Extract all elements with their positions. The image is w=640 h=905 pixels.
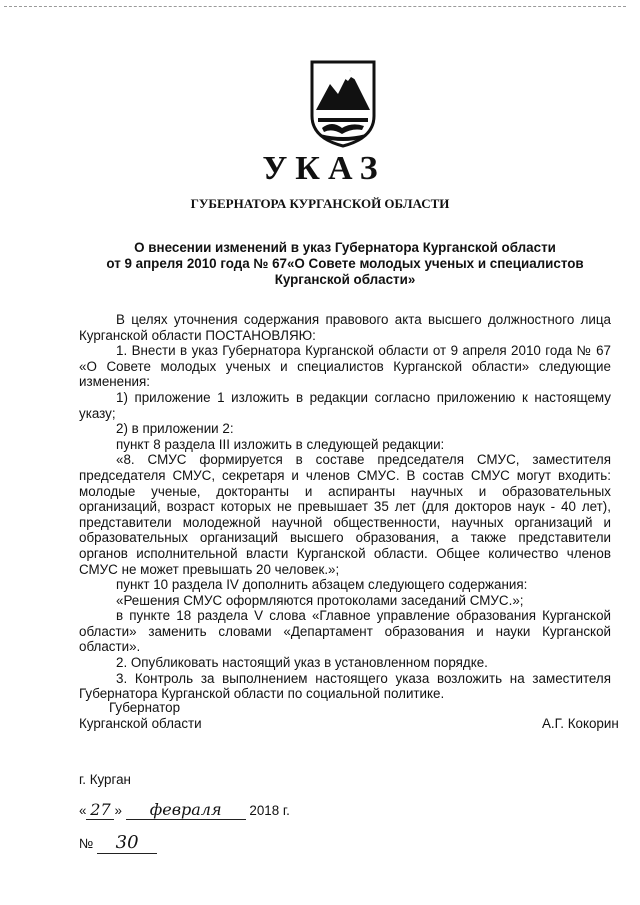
issuer-subtitle: ГУБЕРНАТОРА КУРГАНСКОЙ ОБЛАСТИ (190, 196, 450, 211)
body-paragraph: В целях уточнения содержания правового акта высшего должностного лица Курганской области ПОСТАНОВЛЯЮ: (79, 312, 611, 343)
handwritten-month: февраля (126, 800, 246, 820)
body-paragraph: 2. Опубликовать настоящий указ в установленном порядке. (116, 655, 488, 671)
date-quote-close: » (114, 803, 122, 818)
body-paragraph: 1) приложение 1 изложить в редакции согласно приложению к настоящему указу; (79, 389, 611, 421)
body-paragraph: «Решения СМУС оформляются протоколами заседаний СМУС.»; (116, 592, 524, 608)
decree-title-line: от 9 апреля 2010 года № 67«О Совете молодых ученых и специалистов (106, 256, 584, 271)
handwritten-day: 27 (86, 800, 114, 820)
body-paragraph: в пункте 18 раздела V слова «Главное управление образования Курганской области» заменить словами «Департамент образования и науки Курганской области». (79, 608, 611, 655)
body-paragraph: 3. Контроль за выполнением настоящего указа возложить на заместителя Губернатора Курганской области по социальной политике. (79, 670, 611, 702)
decree-title-line: Курганской области» (274, 272, 416, 287)
coat-of-arms-icon (308, 58, 378, 148)
date-quote-open: « (79, 803, 87, 818)
signatory-position-line: Губернатор (109, 700, 181, 715)
decree-body (79, 312, 611, 702)
issue-date (79, 800, 290, 820)
issue-year: 2018 г. (249, 803, 290, 818)
signatory-position (79, 700, 202, 732)
issue-city: г. Курган (79, 772, 131, 787)
signatory-name: А.Г. Кокорин (542, 716, 619, 731)
body-paragraph: пункт 10 раздела IV дополнить абзацем следующего содержания: (116, 577, 528, 593)
document-type-title: УКАЗ (262, 150, 386, 187)
decree-number (79, 832, 157, 854)
scan-top-border (4, 6, 626, 7)
body-paragraph: пункт 8 раздела III изложить в следующей редакции: (116, 436, 445, 452)
handwritten-number: 30 (97, 832, 157, 854)
signatory-position-line: Курганской области (79, 716, 202, 731)
body-paragraph: 2) в приложении 2: (116, 421, 234, 437)
decree-title (100, 240, 590, 288)
number-label: № (79, 836, 94, 851)
body-paragraph: «8. СМУС формируется в составе председателя СМУС, заместителя председателя СМУС, секретаря и членов СМУС. В состав СМУС могут входить: молодые ученые, докторанты и аспиранты научных и образовательных организаций, возраст которых не превышает 35 лет (для докторов наук - 40 лет), представители молодежной научной общественности, научных организаций и образовательных организаций высшего образования, а также представители органов исполнительной власти Курганской области. Общее количество членов СМУС не может превышать 20 человек.»; (79, 452, 611, 577)
body-paragraph: 1. Внести в указ Губернатора Курганской области от 9 апреля 2010 года № 67 «О Совете молодых ученых и специалистов Курганской области» следующие изменения: (79, 343, 611, 390)
decree-title-line: О внесении изменений в указ Губернатора Курганской области (134, 240, 556, 255)
